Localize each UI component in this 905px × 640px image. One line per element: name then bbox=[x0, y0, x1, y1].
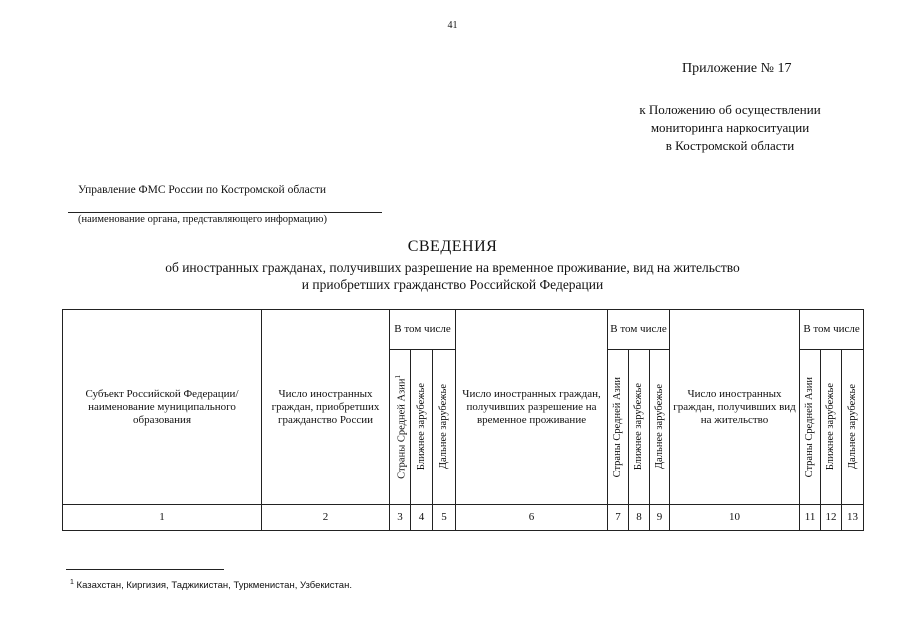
page-number: 41 bbox=[447, 20, 458, 31]
header-near-abroad bbox=[629, 350, 650, 505]
header-central-asia bbox=[390, 350, 411, 505]
document-title: СВЕДЕНИЯ bbox=[407, 238, 498, 255]
column-number: 11 bbox=[800, 505, 821, 531]
header-far-abroad bbox=[433, 350, 456, 505]
far-abroad-label: Дальнее зарубежье bbox=[846, 384, 858, 470]
central-asia-label: Страны Средней Азии bbox=[396, 378, 408, 479]
column-number: 2 bbox=[262, 505, 390, 531]
column-number: 8 bbox=[629, 505, 650, 531]
near-abroad-label: Ближнее зарубежье bbox=[825, 383, 837, 471]
far-abroad-label: Дальнее зарубежье bbox=[438, 384, 449, 470]
header-far-abroad bbox=[842, 350, 864, 505]
regulation-line: мониторинга наркоситуации bbox=[650, 120, 810, 135]
central-asia-label: Страны Средней Азии bbox=[804, 376, 816, 478]
footnote-mark: 1 bbox=[70, 579, 74, 586]
regulation-reference bbox=[600, 101, 860, 155]
far-abroad-label: Дальнее зарубежье bbox=[653, 384, 665, 470]
column-number: 10 bbox=[670, 505, 800, 531]
header-central-asia bbox=[608, 350, 629, 505]
organization-name: Управление ФМС России по Костромской области bbox=[78, 184, 327, 196]
header-near-abroad bbox=[411, 350, 433, 505]
footnote bbox=[70, 579, 352, 591]
header-temp-residence: Число иностранных граждан, получивших разрешение на временное проживание bbox=[456, 310, 608, 505]
column-number-row bbox=[63, 505, 864, 531]
header-including: В том числе bbox=[390, 310, 456, 350]
footnote-text: Казахстан, Киргизия, Таджикистан, Туркменистан, Узбекистан. bbox=[76, 580, 352, 592]
subtitle-line: и приобретших гражданство Российской Федерации bbox=[301, 277, 604, 292]
column-number: 4 bbox=[411, 505, 433, 531]
column-number: 3 bbox=[390, 505, 411, 531]
column-number: 9 bbox=[650, 505, 670, 531]
column-number: 5 bbox=[433, 505, 456, 531]
header-including: В том числе bbox=[800, 310, 864, 350]
organization-hint: (наименование органа, представляющего информацию) bbox=[78, 214, 327, 225]
header-residence-permit: Число иностранных граждан, получивших вид на жительство bbox=[670, 310, 800, 505]
document-subtitle bbox=[0, 259, 905, 293]
column-number: 1 bbox=[63, 505, 262, 531]
header-citizenship: Число иностранных граждан, приобретших гражданство России bbox=[262, 310, 390, 505]
near-abroad-label: Ближнее зарубежье bbox=[415, 383, 427, 471]
footnote-ref: 1 bbox=[393, 375, 402, 379]
header-central-asia bbox=[800, 350, 821, 505]
organization-underline bbox=[68, 212, 382, 213]
footnote-separator bbox=[66, 569, 224, 570]
appendix-title: Приложение № 17 bbox=[682, 61, 792, 76]
regulation-line: в Костромской области bbox=[665, 138, 795, 153]
near-abroad-label: Ближнее зарубежье bbox=[633, 383, 645, 471]
central-asia-label: Страны Средней Азии bbox=[612, 376, 624, 478]
column-number: 6 bbox=[456, 505, 608, 531]
header-far-abroad bbox=[650, 350, 670, 505]
column-number: 12 bbox=[821, 505, 842, 531]
regulation-line: к Положению об осуществлении bbox=[639, 102, 821, 117]
header-including: В том числе bbox=[608, 310, 670, 350]
header-subject: Субъект Российской Федерации/наименование муниципального образования bbox=[63, 310, 262, 505]
column-number: 7 bbox=[608, 505, 629, 531]
subtitle-line: об иностранных гражданах, получивших разрешение на временное проживание, вид на жительство bbox=[165, 260, 740, 275]
column-number: 13 bbox=[842, 505, 864, 531]
report-table bbox=[62, 309, 864, 531]
header-near-abroad bbox=[821, 350, 842, 505]
